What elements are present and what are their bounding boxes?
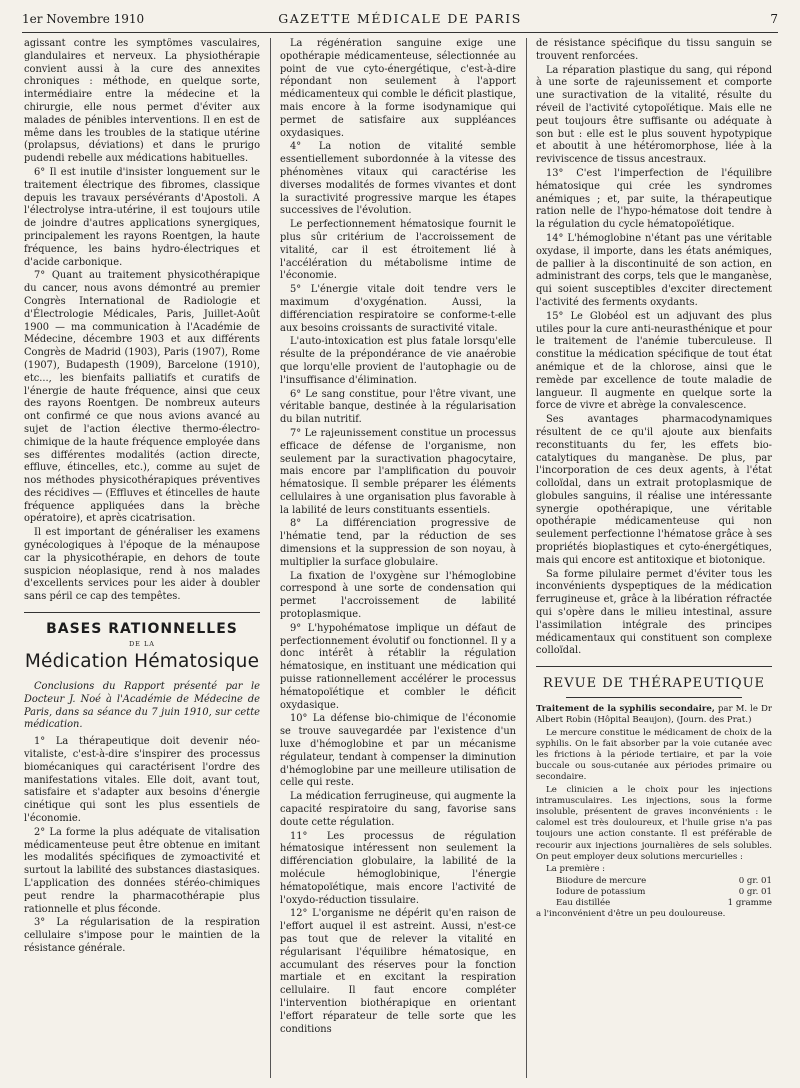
page-number: 7	[770, 12, 778, 26]
prescription-dose: 1 gramme	[727, 898, 772, 909]
prescription-item: Eau distillée	[556, 898, 611, 909]
revue-content	[536, 704, 772, 920]
page-header	[22, 8, 778, 30]
paragraph: 14° L'hémoglobine n'étant pas une véritable oxydase, il importe, dans les états anémiques, de pallier à la discontinuité de son action, en administrant des corps, tels que le manganèse, qui soient susceptibles d'exciter directement l'activité des ferments oxydants.	[536, 232, 772, 308]
column-divider	[270, 38, 271, 1078]
article-heading: BASES RATIONNELLES	[46, 621, 238, 638]
paragraph: Le perfectionnement hématosique fournit le plus sûr critérium de l'accroissement de vitalité, car il est étroitement lié à l'accélération du métabolisme intime de l'économie.	[280, 219, 516, 282]
article-heading-de: DE LA	[128, 640, 156, 649]
revue-subtitle-line	[536, 704, 772, 726]
paragraph: a l'inconvénient d'être un peu douloureuse.	[536, 909, 726, 920]
paragraph: de résistance spécifique du tissu sanguin se trouvent renforcées.	[536, 38, 772, 62]
paragraph: agissant contre les symptômes vasculaires, glandulaires et nerveux. La physiothérapie convient aussi à la cure des annexites chroniques : méthode, en quelque sorte, intermédiaire entre la médecine et la chirurgie, elle nous permet d'éviter aux malades de pénibles interventions. Il en est de même dans les troubles de la statique utérine (prolapsus, déviations) et dans le prurigo pudendi rebelle aux médications habituelles.	[24, 38, 260, 165]
section-rule	[536, 666, 772, 667]
revue-subtitle: Traitement de la syphilis secondaire,	[536, 704, 715, 715]
column-divider	[526, 38, 527, 1078]
revue-subtitle-author: par M. le Dr Albert Robin (Hôpital Beaujon), (Journ. des Prat.)	[536, 704, 772, 726]
column-middle	[280, 38, 516, 1080]
prescription-dose: 0 gr. 01	[738, 876, 772, 887]
column-left	[24, 38, 260, 1080]
prescription-row	[536, 898, 772, 909]
paragraph: 8° La différenciation progressive de l'hématie tend, par la réduction de ses dimensions et la suppression de son noyau, à multiplier la surface globulaire.	[280, 518, 516, 568]
paragraph: 1° La thérapeutique doit devenir néo-vitaliste, c'est-à-dire s'inspirer des processus biomécaniques qui caractérisent l'ordre des manifestations vitales. Elle doit, avant tout, satisfaire et s'adapter aux besoins d'énergie cinétique qui sont les plus essentiels de l'économie.	[24, 736, 260, 825]
paragraph: La médication ferrugineuse, qui augmente la capacité respiratoire du sang, favorise sans doute cette régulation.	[280, 791, 516, 828]
journal-title: GAZETTE MÉDICALE DE PARIS	[278, 11, 522, 26]
prescription	[536, 876, 772, 909]
paragraph: La fixation de l'oxygène sur l'hémoglobine correspond à une sorte de condensation qui permet l'accroissement de labilité protoplasmique.	[280, 570, 516, 621]
prescription-row	[536, 876, 772, 887]
paragraph: 11° Les processus de régulation hématosique intéressent non seulement la différenciation globulaire, la labilité de la molécule hémoglobinique, l'énergie hématopoïétique, mais encore l'activité de l'oxydo-réduction tissulaire.	[280, 830, 516, 906]
section-rule	[24, 612, 260, 613]
paragraph: 15° Le Globéol est un adjuvant des plus utiles pour la cure anti-neurasthénique et pour le traitement de l'anémie tuberculeuse. Il constitue la médication spécifique de tout état anémique et de la chlorose, ainsi que le remède par excellence de toute maladie de langueur. Il augmente en quelque sorte la force de vivre et abrège la convalescence.	[536, 310, 772, 412]
paragraph: 4° La notion de vitalité semble essentiellement subordonnée à la vitesse des phénomènes vitaux qui caractérise les diverses modalités de formes vivantes et dont la suractivité progressive marque les étapes successives de l'évolution.	[280, 141, 516, 217]
paragraph: La régénération sanguine exige une opothérapie médicamenteuse, sélectionnée au point de vue cyto-énergétique, c'est-à-dire répondant non seulement à l'apport médicamenteux qui comble le déficit plastique, mais encore à la forme isodynamique qui permet de satisfaire aux suppléances oxydasiques.	[280, 38, 516, 139]
paragraph: L'auto-intoxication est plus fatale lorsqu'elle résulte de la prépondérance de vie anaérobie que lorqu'elle provient de l'autophagie ou de l'insuffisance d'élimination.	[280, 336, 516, 386]
prescription-dose: 0 gr. 01	[738, 887, 772, 898]
paragraph: La réparation plastique du sang, qui répond à une sorte de rajeunissement et comporte une suractivation de la vitalité, résulte du réveil de l'activité cytopoïétique. Mais elle ne peut toujours être suffisante ou adéquate à son but : elle est le plus souvent hypotypique et aboutit à une hétéromorphose, liée à la reviviscence de tissus ancestraux.	[536, 64, 772, 166]
header-rule	[22, 32, 778, 33]
paragraph: Il est important de généraliser les examens gynécologiques à l'époque de la ménaupose car la physicothérapie, en dehors de toute suspicion néoplasique, rend à nos malades d'excellents services pour les aider à doubler sans péril ce cap des tempêtes.	[24, 527, 260, 603]
paragraph: Le mercure constitue le médicament de choix de la syphilis. On le fait absorber par la voie cutanée avec les frictions à la période tertiaire, et par la voie buccale ou sous-cutanée aux périodes primaire ou secondaire.	[536, 727, 772, 783]
article-intro: Conclusions du Rapport présenté par le Docteur J. Noé à l'Académie de Médecine de Paris, dans sa séance du 7 juin 1910, sur cette médication.	[24, 681, 260, 731]
paragraph: Le clinicien a le choix pour les injections intramusculaires. Les injections, sous la forme insoluble, présentent de graves inconvénients : le calomel est très douloureux, et l'huile grise n'a pas toujours une action constante. Il est préférable de recourir aux injections journalières de sels solubles. On peut employer deux solutions mercurielles :	[536, 784, 772, 862]
paragraph: 3° La régularisation de la respiration cellulaire s'impose pour le maintien de la résistance générale.	[24, 917, 260, 954]
article-heading-main: Médication Hématosique	[24, 651, 260, 673]
section-heading: REVUE DE THÉRAPEUTIQUE	[542, 676, 766, 692]
paragraph: 10° La défense bio-chimique de l'économie se trouve sauvegardée par l'existence d'un luxe d'hémoglobine et par un mécanisme régulateur, tendant à compenser la diminution d'hémoglobine par une meilleure utilisation de celle qui reste.	[280, 713, 516, 789]
paragraph: 7° Quant au traitement physicothérapique du cancer, nous avons démontré au premier Congrès International de Radiologie et d'Électrologie Médicales, Paris, Juillet-Août 1900 — ma communication à l'Académie de Médecine, décembre 1903 et aux différents Congrès de Madrid (1903), Paris (1907), Rome (1907), Budapesth (1909), Barcelone (1910), etc..., les bienfaits palliatifs et curatifs de l'énergie de haute fréquence, ainsi que ceux des rayons Roentgen. De nombreux auteurs ont confirmé ce que nous avions avancé au sujet de l'action élective thermo-électro-chimique de la haute fréquence employée dans ses différentes modalités (action directe, effluve, étincelles, etc.), comme au sujet de nos méthodes physicothérapiques préventives des récidives — (Effluves et étincelles de haute fréquence appliquées dans la brèche opératoire), et après cicatrisation.	[24, 270, 260, 525]
prescription-item: Iodure de potassium	[556, 887, 646, 898]
paragraph: La première :	[546, 864, 606, 875]
paragraph: Ses avantages pharmacodynamiques résultent de ce qu'il ajoute aux bienfaits reconstituants du fer, les effets bio-catalytiques du manganèse. De plus, par l'incorporation de ces deux agents, à l'état colloïdal, dans un extrait protoplasmique de globules sanguins, il réalise une intéressante synergie opothérapique, une véritable opothérapie médicamenteuse qui non seulement perfectionne l'hématose grâce à ses propriétés bioplastiques et cyto-énergétiques, mais qui encore est antitoxique et biotonique.	[536, 414, 772, 566]
paragraph: 6° Il est inutile d'insister longuement sur le traitement électrique des fibromes, classique depuis les travaux persévérants d'Apostoli. A l'électrolyse intra-utérine, il est toujours utile de joindre d'autres applications synergiques, principalement les rayons Roentgen, la haute fréquence, les bains hydro-électriques et d'acide carbonique.	[24, 166, 260, 268]
paragraph: 9° L'hypohématose implique un défaut de perfectionnement évolutif ou fonctionnel. Il y a donc intérêt à rétablir la régulation hématosique, en instituant une médication qui puisse rationnellement accélérer le processus hématopoïétique et combler le déficit oxydasique.	[280, 622, 516, 711]
paragraph: 2° La forme la plus adéquate de vitalisation médicamenteuse peut être obtenue en imitant les modalités spécifiques de zymoactivité et surtout la labilité des substances diastasiques. L'application des données stéréo-chimiques peut rendre la pharmacothérapie plus rationnelle et plus féconde.	[24, 826, 260, 915]
prescription-item: Biiodure de mercure	[556, 876, 647, 887]
paragraph: 13° C'est l'imperfection de l'équilibre hématosique qui crée les syndromes anémiques ; et, par suite, la thérapeutique ration nelle de l'hypo-hématose doit tendre à la régulation du cycle hématopoïétique.	[536, 167, 772, 231]
prescription-row	[536, 887, 772, 898]
section-underline	[566, 697, 742, 698]
issue-date: 1er Novembre 1910	[22, 12, 145, 26]
paragraph: 5° L'énergie vitale doit tendre vers le maximum d'oxygénation. Aussi, la différenciation respiratoire se conforme-t-elle aux besoins croissants de suractivité vitale.	[280, 284, 516, 334]
paragraph: 12° L'organisme ne dépérit qu'en raison de l'effort auquel il est astreint. Aussi, n'est-ce pas tout que de relever la vitalité en régularisant l'équilibre hématosique, en accumulant des réserves pour la fonction martiale et en excitant la respiration cellulaire. Il faut encore compléter l'intervention biothérapique en orientant l'effort réparateur de telle sorte que les conditions	[280, 908, 516, 1035]
paragraph: 7° Le rajeunissement constitue un processus efficace de défense de l'organisme, non seulement par la suractivation phagocytaire, mais encore par l'amplification du pouvoir hématosique. Il semble préparer les éléments cellulaires à une organisation plus favorable à la labilité de leurs constituants essentiels.	[280, 427, 516, 516]
paragraph: Sa forme pilulaire permet d'éviter tous les inconvénients dyspeptiques de la médication ferrugineuse et, grâce à la libération réfractée qui s'opère dans le milieu intestinal, assure l'assimilation intégrale des principes médicamentaux qui constituent son complexe colloïdal.	[536, 568, 772, 657]
column-right	[536, 38, 772, 1080]
paragraph: 6° Le sang constitue, pour l'être vivant, une véritable banque, destinée à la régularisation du bilan nutritif.	[280, 388, 516, 426]
